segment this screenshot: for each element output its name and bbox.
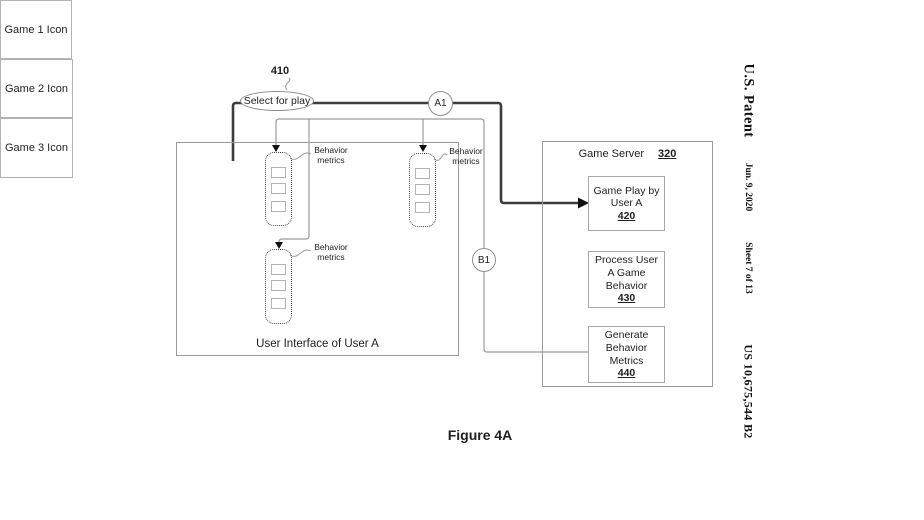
metric-chip — [271, 264, 286, 275]
metric-chip — [271, 280, 286, 291]
figure-caption: Figure 4A — [447, 427, 513, 443]
behavior-metrics-label-1: Behavior metrics — [314, 145, 348, 165]
patent-number: US 10,675,544 B2 — [741, 344, 756, 439]
patent-date: Jun. 9, 2020 — [743, 162, 753, 212]
select-for-play-ellipse: Select for play — [240, 91, 314, 111]
game-server-title: Game Server 320 — [578, 148, 677, 160]
ref-410-leader — [286, 78, 290, 90]
metrics-strip-1 — [265, 152, 292, 226]
metric-chip — [271, 298, 286, 309]
metric-chip — [271, 201, 286, 212]
ref-420: 420 — [617, 209, 636, 222]
patent-sheet: Sheet 7 of 13 — [743, 242, 753, 294]
metric-chip — [415, 168, 430, 179]
metrics-strip-3 — [265, 249, 292, 324]
ref-320: 320 — [658, 148, 677, 160]
behavior-metrics-label-3: Behavior metrics — [314, 242, 348, 262]
connector-node-a1: A1 — [428, 91, 453, 116]
connector-node-b1: B1 — [472, 248, 496, 272]
generate-metrics-box: Generate Behavior Metrics 440 — [588, 326, 665, 383]
behavior-metrics-label-2: Behavior metrics — [449, 146, 483, 166]
metric-chip — [415, 184, 430, 195]
metrics-strip-2 — [409, 153, 436, 227]
metric-chip — [415, 202, 430, 213]
ref-440: 440 — [617, 367, 636, 380]
game-play-box: Game Play by User A 420 — [588, 176, 665, 231]
ref-430: 430 — [617, 292, 636, 305]
process-behavior-box: Process User A Game Behavior 430 — [588, 251, 665, 308]
metric-chip — [271, 167, 286, 178]
game-1-icon-box: Game 1 Icon — [0, 0, 72, 59]
patent-header: U.S. Patent — [740, 63, 757, 138]
game-3-icon-box: Game 3 Icon — [0, 118, 73, 178]
metric-chip — [271, 183, 286, 194]
game-2-icon-box: Game 2 Icon — [0, 59, 73, 118]
user-interface-label: User Interface of User A — [256, 338, 379, 350]
ref-410: 410 — [270, 65, 290, 77]
